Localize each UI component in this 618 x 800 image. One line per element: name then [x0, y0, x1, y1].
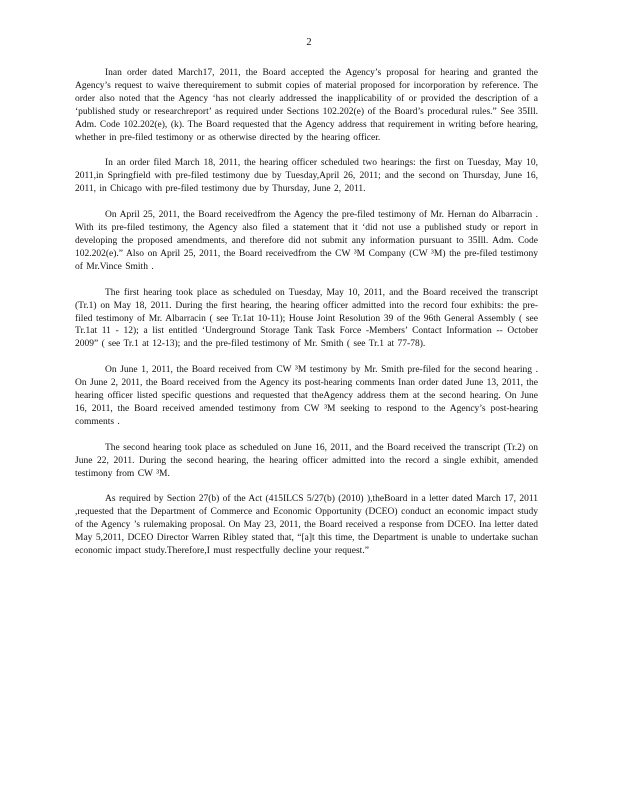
paragraph-march-18-order: In an order filed March 18, 2011, the hearing officer scheduled two hearings: the first on Tuesday, May 10, 2011,in Springfield with pre-filed testimony due by Tuesday,April 26, 2011; and the second on Thursday, June 16, 2011, in Chicago with pre-filed testimony due by Thursday, June 2, 2011.	[75, 158, 538, 195]
paragraph-second-hearing: The second hearing took place as scheduled on June 16, 2011, and the Board received the transcript (Tr.2) on June 22, 2011. During the second hearing, the hearing officer admitted into the record a single exhibit, amended testimony from CW ³M.	[75, 442, 538, 479]
body-text	[75, 67, 538, 571]
paragraph-march-17-order: Inan order dated March17, 2011, the Board accepted the Agency’s proposal for hearing and granted the Agency’s request to waive therequirement to submit copies of material proposed for incorporation by reference. The order also noted that the Agency ‘has not clearly addressed the inapplicability of or provided the description of a ‘published study or researchreport’ as required under Sections 102.202(e) of the Board’s procedural rules.” See 35Ill. Adm. Code 102.202(e), (k). The Board requested that the Agency address that requirement in writing before hearing, whether in pre-filed testimony or as otherwise directed by the hearing officer.	[75, 68, 538, 143]
page-number: 2	[306, 37, 312, 48]
paragraph-june-filings: On June 1, 2011, the Board received from CW ³M testimony by Mr. Smith pre-filed for the second hearing . On June 2, 2011, the Board received from the Agency its post-hearing comments Inan order dated June 13, 2011, the hearing officer listed specific questions and requested that theAgency address them at the second hearing. On June 16, 2011, the Board received amended testimony from CW ³M seeking to respond to the Agency’s post-hearing comments .	[75, 365, 538, 427]
paragraph-first-hearing: The first hearing took place as scheduled on Tuesday, May 10, 2011, and the Board received the transcript (Tr.1) on May 18, 2011. During the first hearing, the hearing officer admitted into the record four exhibits: the pre-filed testimony of Mr. Albarracin ( see Tr.1at 10-11); House Joint Resolution 39 of the 96th General Assembly ( see Tr.1at 11 - 12); a list entitled ‘Underground Storage Tank Task Force -Members’ Contact Information -- October 2009” ( see Tr.1 at 12-13); and the pre-filed testimony of Mr. Smith ( see Tr.1 at 77-78).	[75, 287, 538, 350]
paragraph-dceo-study: As required by Section 27(b) of the Act (415ILCS 5/27(b) (2010) ),theBoard in a letter dated March 17, 2011 ,requested that the Department of Commerce and Economic Opportunity (DCEO) conduct an economic impact study of the Agency ’s rulemaking proposal. On May 23, 2011, the Board received a response from DCEO. Ina letter dated May 5,2011, DCEO Director Warren Ribley stated that, “[a]t this time, the Department is unable to undertake suchan economic impact study.Therefore,I must respectfully decline your request.”	[75, 494, 538, 557]
paragraph-april-25-testimony: On April 25, 2011, the Board receivedfrom the Agency the pre-filed testimony of Mr. Hernan do Albarracin . With its pre-filed testimony, the Agency also filed a statement that it ‘did not use a published study or report in developing the proposed amendments, and therefore did not submit any information pursuant to 35Ill. Adm. Code 102.202(e).” Also on April 25, 2011, the Board receivedfrom the CW ³M Company (CW ³M) the pre-filed testimony of Mr.Vince Smith .	[75, 210, 538, 272]
